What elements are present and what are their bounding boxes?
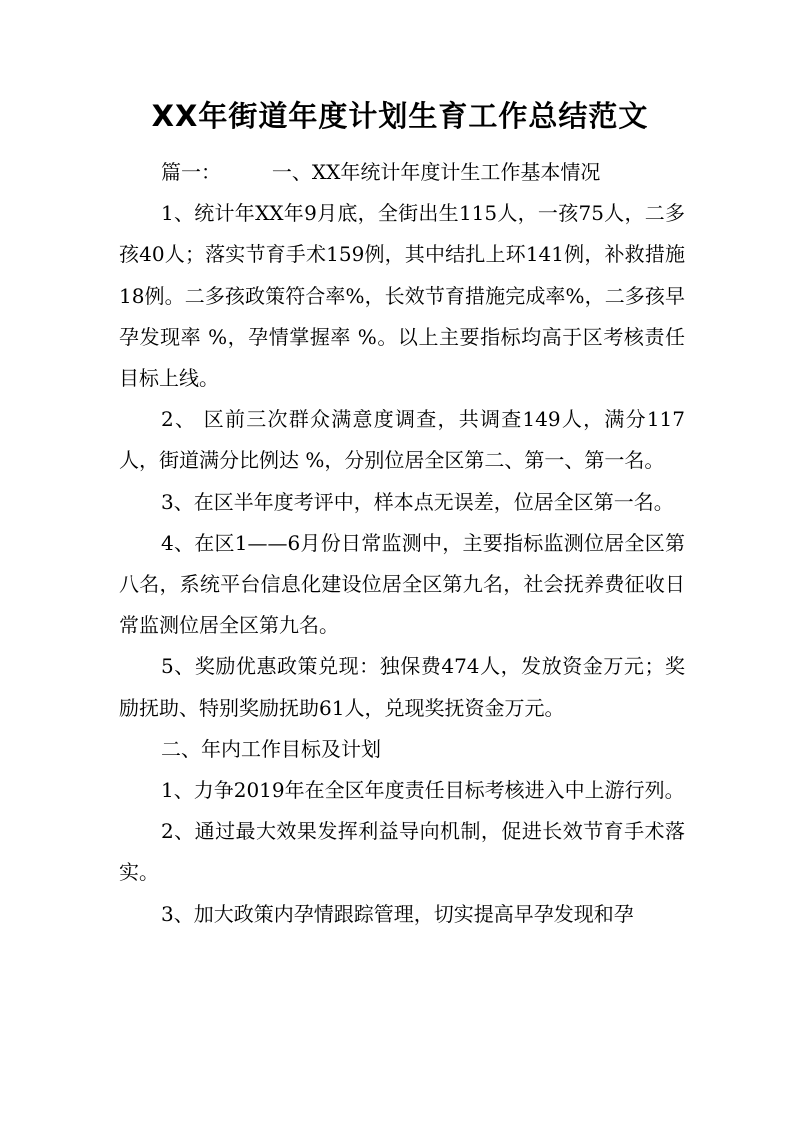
document-title: XX年街道年度计划生育工作总结范文 [151,99,649,133]
paragraph-goal-3: 3、加大政策内孕情跟踪管理，切实提高早孕发现和孕 [161,901,634,926]
paragraph-goal-1: 1、力争2019年在全区年度责任目标考核进入中上游行列。 [161,778,685,803]
paragraph-stat-5: 5、奖励优惠政策兑现：独保费474人，发放资金万元；奖励抚助、特别奖励抚助61人，兑现奖抚资金万元。 [119,654,685,720]
paragraph-stat-3: 3、在区半年度考评中，样本点无误差，位居全区第一名。 [161,489,674,514]
intro-line: 篇一： 一、XX年统计年度计生工作基本情况 [161,160,601,184]
paragraph-goal-2: 2、通过最大效果发挥利益导向机制，促进长效节育手术落实。 [119,819,685,885]
paragraph-stat-2: 2、 区前三次群众满意度调查，共调查149人，满分117人，街道满分比例达 %，分别位居全区第二、第一、第一名。 [119,407,685,473]
section-heading-goals: 二、年内工作目标及计划 [161,736,381,761]
document-body [119,152,685,935]
paragraph-stat-4: 4、在区1——6月份日常监测中，主要指标监测位居全区第八名，系统平台信息化建设位居全区第九名，社会抚养费征收日常监测位居全区第九名。 [119,530,685,638]
paragraph-stat-1: 1、统计年XX年9月底，全街出生115人，一孩75人，二多孩40人；落实节育手术159例，其中结扎上环141例，补救措施18例。二多孩政策符合率%，长效节育措施完成率%，二多孩早孕发现率 %，孕情掌握率 %。以上主要指标均高于区考核责任目标上线。 [119,201,685,391]
